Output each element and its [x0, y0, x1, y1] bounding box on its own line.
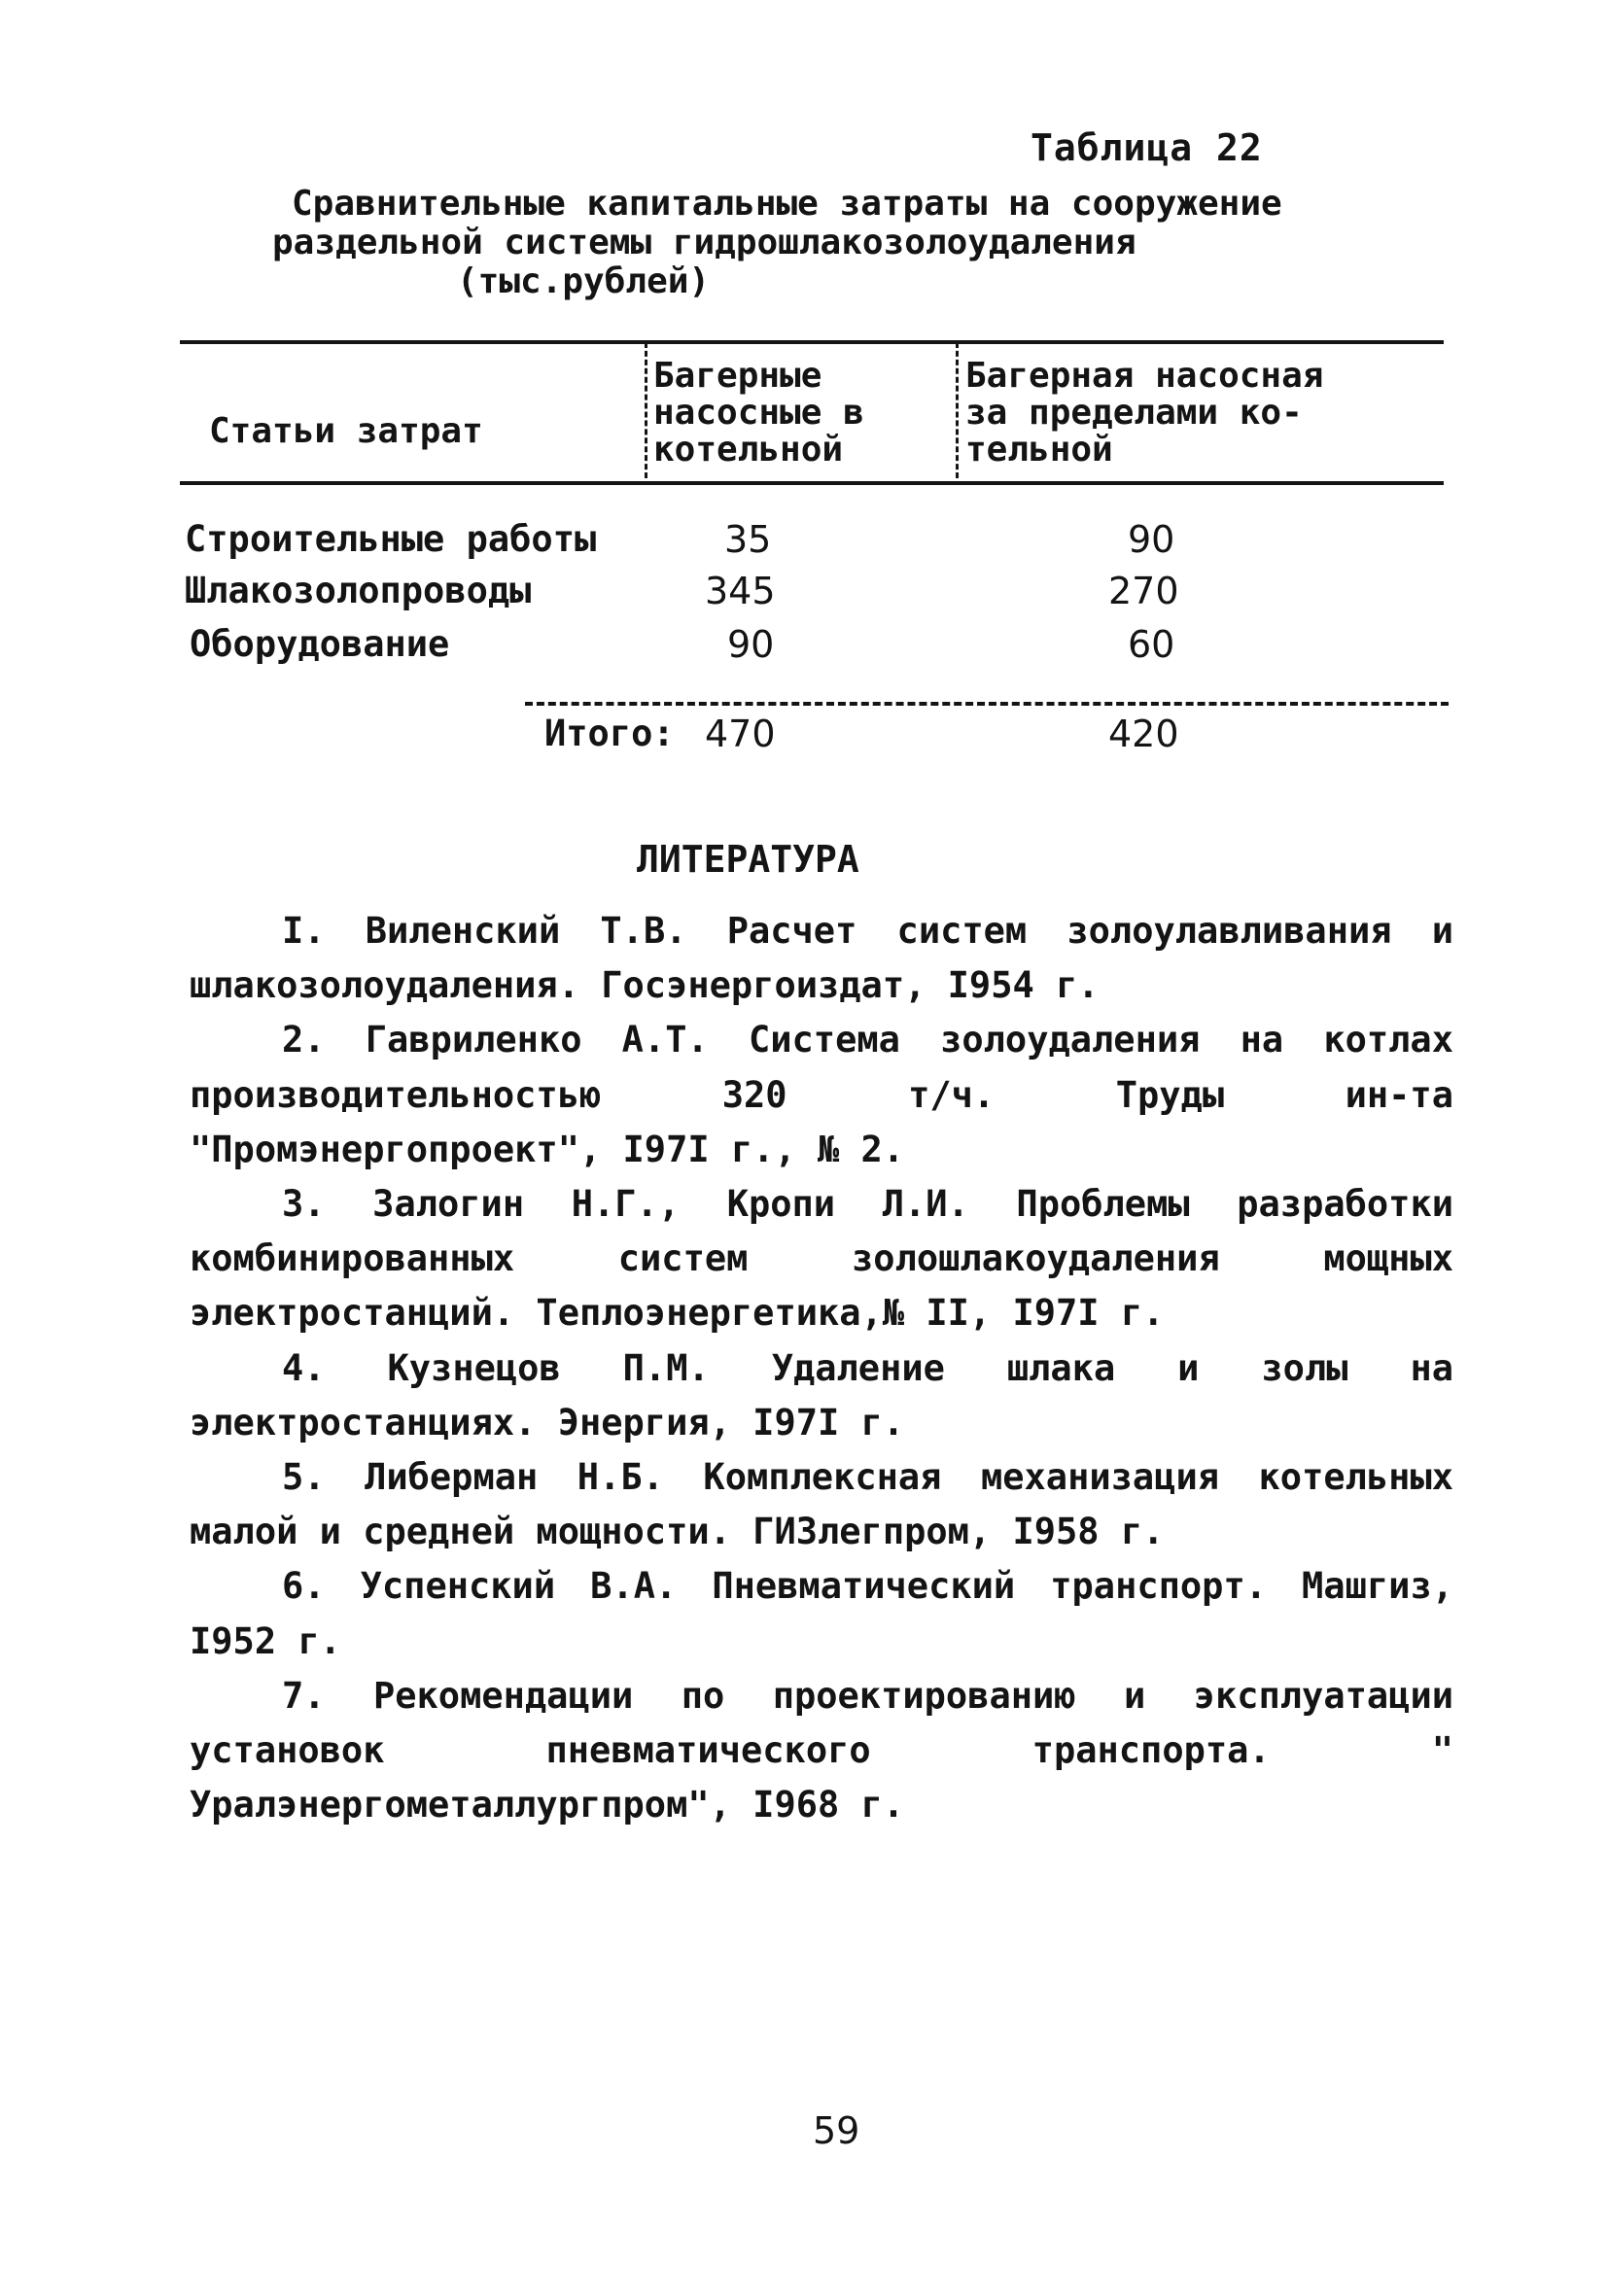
caption-line-2: раздельной системы гидрошлакозолоудаления [272, 223, 1136, 262]
page-number: 59 [813, 2109, 860, 2152]
literature-title: ЛИТЕРАТУРА [637, 838, 859, 881]
header-separator-2 [956, 342, 959, 478]
header-bottom-rule [180, 481, 1444, 485]
caption-line-3: (тыс.рублей) [457, 261, 711, 301]
header-outside-line: тельной [965, 430, 1113, 470]
header-outside-line: за пределами ко- [965, 393, 1303, 433]
header-in-boiler [653, 358, 864, 469]
table-caption [272, 185, 1390, 301]
reference-item: 3. Залогин Н.Г., Кропи Л.И. Проблемы разработки комбинированных систем золошлакоудаления мощных электростанций. Теплоэнергетика,№ II, I97I г. [190, 1183, 1453, 1335]
header-in-boiler-line: Багерные [653, 356, 822, 396]
reference-item: 4. Кузнецов П.М. Удаление шлака и золы на электростанциях. Энергия, I97I г. [190, 1346, 1453, 1444]
total-outside: 420 [1108, 713, 1179, 755]
header-in-boiler-line: насосные в [653, 393, 864, 433]
total-label: Итого: [544, 713, 675, 754]
reference-item: I. Виленский Т.В. Расчет систем золоулавливания и шлакозолоудаления. Госэнергоиздат, I954 г. [190, 910, 1453, 1007]
table-top-rule [180, 340, 1444, 344]
reference-list [190, 904, 1453, 1832]
table-number: Таблица 22 [1031, 126, 1263, 169]
total-separator [525, 702, 1449, 706]
row-label: Шлакозолопроводы [185, 570, 532, 611]
caption-line-1: Сравнительные капитальные затраты на сооружение [292, 184, 1282, 224]
header-outside-line: Багерная насосная [965, 356, 1324, 396]
row-value-in-boiler: 35 [724, 518, 772, 561]
row-label: Оборудование [190, 623, 450, 665]
row-value-outside: 90 [1128, 518, 1175, 561]
row-label: Строительные работы [185, 518, 597, 560]
reference-item: 7. Рекомендации по проектированию и эксплуатации установок пневматического транспорта. " Уралэнергометаллургпром", I968 г. [190, 1674, 1453, 1826]
row-value-in-boiler: 345 [705, 570, 776, 612]
row-value-in-boiler: 90 [727, 623, 775, 666]
row-value-outside: 60 [1128, 623, 1175, 666]
header-in-boiler-line: котельной [653, 430, 844, 470]
reference-item: 5. Либерман Н.Б. Комплексная механизация котельных малой и средней мощности. ГИЗлегпром, I958 г. [190, 1456, 1453, 1553]
header-separator-1 [645, 342, 647, 478]
total-in-boiler: 470 [705, 713, 776, 755]
reference-item: 6. Успенский В.А. Пневматический транспорт. Машгиз, I952 г. [190, 1565, 1453, 1662]
header-cost-items: Статьи затрат [209, 411, 483, 451]
reference-item: 2. Гавриленко А.Т. Система золоудаления на котлах производительностью 320 т/ч. Труды ин-та "Промэнергопроект", I97I г., № 2. [190, 1019, 1453, 1170]
row-value-outside: 270 [1108, 570, 1179, 612]
header-outside-boiler [965, 358, 1323, 469]
